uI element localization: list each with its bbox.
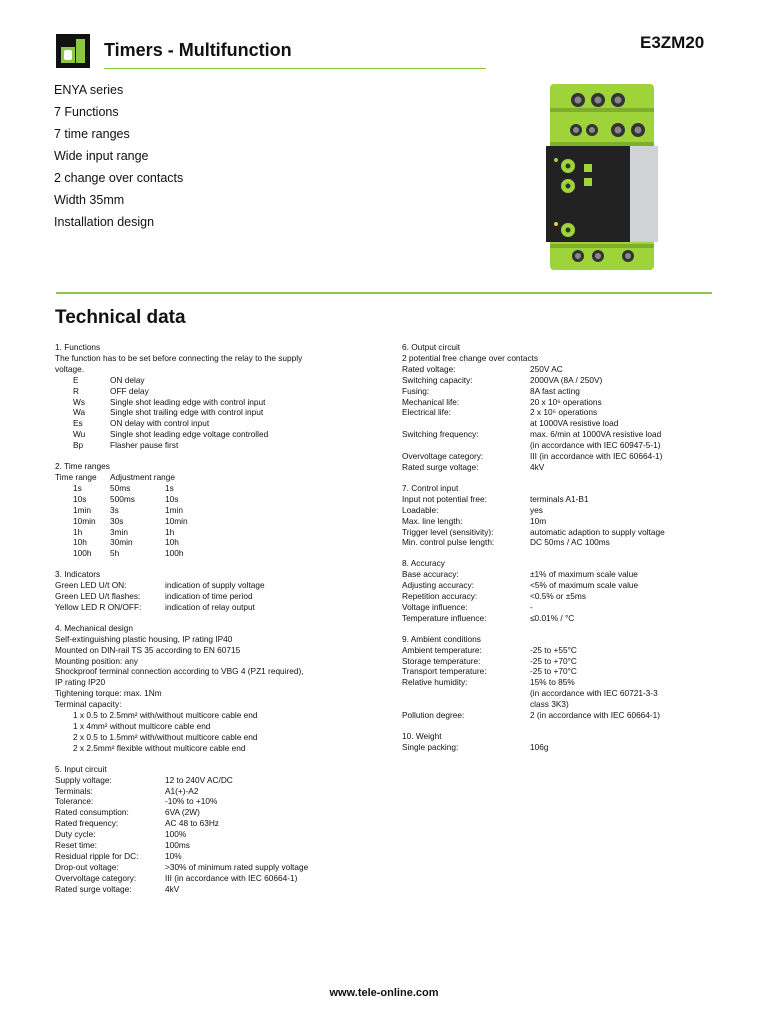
capacity-line: 2 x 0.5 to 1.5mm² with/without multicore cable end (73, 731, 258, 742)
company-logo (56, 34, 90, 68)
function-row: Ws Single shot leading edge with control input (73, 396, 266, 407)
title-divider (104, 68, 486, 69)
capacity-line: 1 x 0.5 to 2.5mm² with/without multicore cable end (73, 710, 258, 721)
section-divider (56, 292, 712, 294)
product-image (536, 84, 666, 270)
indicator-row: Green LED U/t ON: indication of supply voltage (55, 580, 265, 591)
left-column (55, 342, 375, 895)
spec-row: Electrical life: 2 x 10⁵ operations (402, 407, 598, 418)
indicator-row: Green LED U/t flashes: indication of time period (55, 591, 253, 602)
page-title: Timers - Multifunction (104, 40, 292, 60)
ambient-section (402, 634, 722, 721)
capacity-line: 2 x 2.5mm² flexible without multicore cable end (73, 742, 246, 753)
spec-row: (in accordance with IEC 60721-3-3 (530, 688, 658, 699)
spec-row: Reset time: 100ms (55, 840, 190, 851)
spec-row: Input not potential free: terminals A1-B1 (402, 493, 589, 504)
output-section (402, 342, 722, 473)
output-intro: 2 potential free change over contacts (402, 352, 539, 363)
time-range-row: 10min 30s 10min (73, 515, 188, 526)
capacity-line: 1 x 4mm² without multicore cable end (73, 721, 211, 731)
feature-item: Wide input range (54, 149, 149, 163)
spec-row: Rated voltage: 250V AC (402, 363, 563, 374)
spec-row: Adjusting accuracy: <5% of maximum scale value (402, 580, 639, 591)
control-section (402, 483, 722, 548)
model-number: E3ZM20 (640, 33, 705, 52)
feature-list (54, 80, 183, 234)
spec-row: Switching capacity: 2000VA (8A / 250V) (402, 374, 603, 385)
time-ranges-header: Time range Adjustment range (55, 471, 176, 482)
section-heading: 4. Mechanical design (55, 622, 133, 633)
mechanical-line: Shockproof terminal connection according to VBG 4 (PZ1 required), (55, 666, 304, 677)
indicator-row: Yellow LED R ON/OFF: indication of relay output (55, 601, 255, 612)
function-row: Es ON delay with control input (73, 418, 210, 429)
spec-row: Switching frequency: max. 6/min at 1000VA resistive load (402, 429, 662, 440)
spec-row: Terminals: A1(+)-A2 (55, 785, 199, 796)
weight-section (402, 731, 722, 753)
spec-row: Rated surge voltage: 4kV (55, 883, 180, 894)
spec-row: Pollution degree: 2 (in accordance with IEC 60664-1) (402, 710, 661, 721)
spec-row: Overvoltage category: III (in accordance with IEC 60664-1) (55, 872, 298, 883)
spec-row: Rated surge voltage: 4kV (402, 461, 545, 472)
spec-row: Min. control pulse length: DC 50ms / AC 100ms (402, 537, 610, 548)
functions-section (55, 342, 375, 451)
spec-row: Rated frequency: AC 48 to 63Hz (55, 818, 219, 829)
feature-item: 7 time ranges (54, 127, 130, 141)
spec-row: (in accordance with IEC 60947-5-1) (530, 440, 661, 451)
spec-row: Transport temperature: -25 to +70°C (402, 666, 577, 677)
time-range-row: 10h 30min 10h (73, 537, 179, 548)
time-ranges-section (55, 461, 375, 559)
spec-row: Fusing: 8A fast acting (402, 385, 580, 396)
spec-row: Voltage influence: - (402, 601, 533, 612)
spec-row: Trigger level (sensitivity): automatic adaption to supply voltage (402, 526, 665, 537)
function-row: Wa Single shot trailing edge with control input (73, 407, 264, 418)
spec-row: Temperature influence: ≤0.01% / °C (402, 612, 575, 623)
technical-data-heading: Technical data (55, 307, 186, 328)
right-column (402, 342, 722, 753)
input-section (55, 764, 375, 895)
spec-row: class 3K3) (530, 699, 569, 710)
section-heading: 2. Time ranges (55, 461, 110, 472)
footer-url: www.tele-online.com (329, 987, 439, 999)
indicators-section (55, 569, 375, 613)
spec-row: Ambient temperature: -25 to +55°C (402, 644, 577, 655)
mechanical-line: Self-extinguishing plastic housing, IP rating IP40 (55, 633, 233, 644)
spec-row: Repetition accuracy: <0.5% or ±5ms (402, 591, 586, 602)
spec-row: Duty cycle: 100% (55, 829, 187, 840)
mechanical-line: Terminal capacity: (55, 699, 122, 710)
spec-row: Drop-out voltage: >30% of minimum rated supply voltage (55, 861, 309, 872)
function-row: E ON delay (73, 374, 145, 385)
section-heading: 7. Control input (402, 482, 459, 493)
time-range-row: 100h 5h 100h (73, 548, 184, 559)
spec-row: Tolerance: -10% to +10% (55, 796, 218, 807)
mechanical-section (55, 623, 375, 754)
time-range-row: 1min 3s 1min (73, 504, 183, 515)
spec-row: Mechanical life: 20 x 10⁶ operations (402, 396, 602, 407)
mechanical-line: IP rating IP20 (55, 677, 106, 688)
spec-row: Loadable: yes (402, 504, 543, 515)
spec-row: Storage temperature: -25 to +70°C (402, 655, 577, 666)
spec-row: Max. line length: 10m (402, 515, 547, 526)
section-heading: 9. Ambient conditions (402, 633, 481, 644)
mechanical-line: Mounting position: any (55, 655, 139, 666)
feature-item: Width 35mm (54, 193, 125, 207)
function-row: Wu Single shot leading edge voltage controlled (73, 429, 269, 440)
function-row: Bp Flasher pause first (73, 440, 179, 451)
section-heading: 5. Input circuit (55, 763, 107, 774)
spec-row: Rated consumption: 6VA (2W) (55, 807, 200, 818)
section-heading: 3. Indicators (55, 569, 101, 580)
section-heading: 1. Functions (55, 342, 101, 352)
spec-row: Supply voltage: 12 to 240V AC/DC (55, 774, 233, 785)
feature-item: Installation design (54, 215, 155, 229)
functions-note: voltage. (55, 363, 85, 374)
spec-row: Single packing: 106g (402, 741, 549, 752)
spec-row: Residual ripple for DC: 10% (55, 850, 182, 861)
function-row: R OFF delay (73, 385, 149, 396)
accuracy-section (402, 558, 722, 623)
section-heading: 10. Weight (402, 731, 442, 741)
mechanical-line: Mounted on DIN-rail TS 35 according to EN 60715 (55, 644, 241, 655)
section-heading: 8. Accuracy (402, 558, 445, 569)
feature-item: 2 change over contacts (54, 171, 184, 185)
spec-row: Relative humidity: 15% to 85% (402, 677, 575, 688)
mechanical-line: Tightening torque: max. 1Nm (55, 688, 162, 699)
time-range-row: 1h 3min 1h (73, 526, 175, 537)
time-range-row: 1s 50ms 1s (73, 482, 174, 493)
spec-row: Base accuracy: ±1% of maximum scale value (402, 569, 638, 580)
spec-row: Overvoltage category: III (in accordance with IEC 60664-1) (402, 451, 663, 462)
feature-item: 7 Functions (54, 105, 119, 119)
feature-item: ENYA series (54, 83, 124, 97)
time-range-row: 10s 500ms 10s (73, 493, 179, 504)
section-heading: 6. Output circuit (402, 342, 461, 352)
functions-note: The function has to be set before connecting the relay to the supply (55, 352, 303, 363)
spec-row: at 1000VA resistive load (530, 418, 619, 429)
